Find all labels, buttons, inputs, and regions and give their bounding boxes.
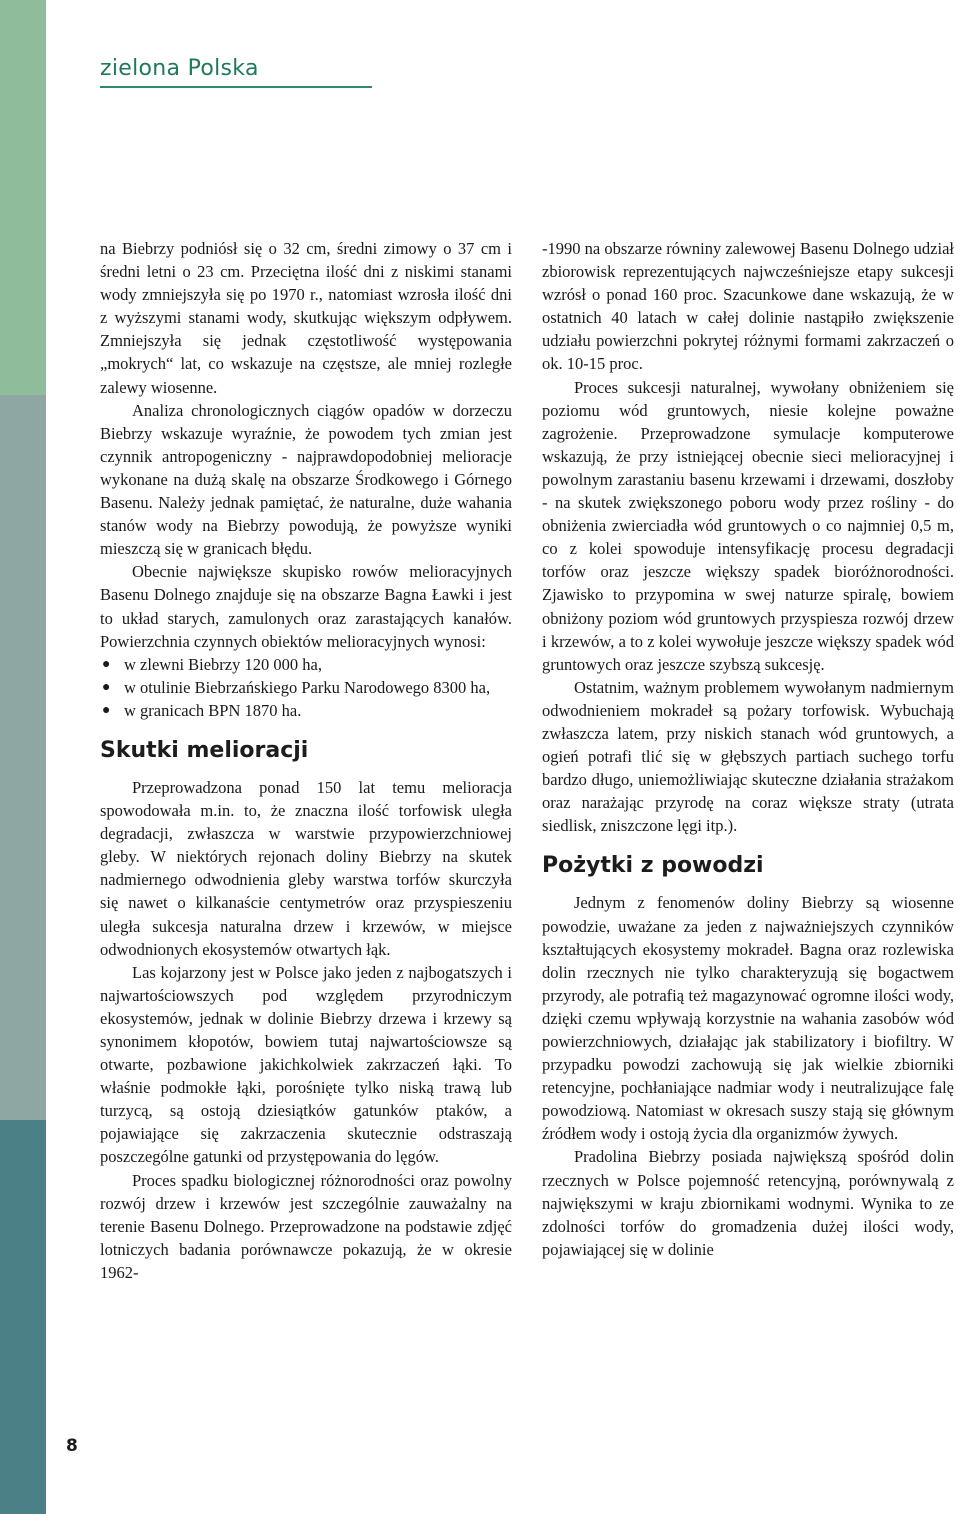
paragraph: Jednym z fenomenów doliny Biebrzy są wiosenne powodzie, uważane za jeden z najważniejszych czynników kształtujących ekosystemy mokradeł. Bagna oraz rozlewiska dolin rzecznych nie tylko charakteryzują się bogactwem przyrody, ale potrafią też magazynować ogromne ilości wody, dzięki czemu wpływają korzystnie na wahania zasobów wód powierzchniowych, działając jak stabilizatory i biofiltry. W przypadku powodzi zachowują się jak wielkie zbiorniki retencyjne, pochłaniające nadmiar wody i neutralizujące falę powodziową. Natomiast w okresach suszy stają się głównym źródłem wody i ostoją życia dla organizmów żywych. bbox=[542, 893, 954, 1144]
paragraph: na Biebrzy podniósł się o 32 cm, średni zimowy o 37 cm i średni letni o 23 cm. Przeciętna ilość dni z niskimi stanami wody zmniejszyła się po 1970 r., natomiast wzrosła ilość dni z wyższymi stanami wody, skutkując większym odpływem. Zmniejszyła się jednak częstotliwość występowania „mokrych“ lat, co wskazuje na częstsze, ale mniej rozległe zalewy wiosenne. bbox=[100, 239, 512, 397]
list-item bbox=[100, 676, 512, 699]
paragraph: Pradolina Biebrzy posiada największą spośród dolin rzecznych w Polsce pojemność retencyjną, porównywalą z największymi w kraju zbiornikami wodnymi. Wynika to ze zdolności torfów do gromadzenia dużej ilości wody, pojawiającej się w dolinie bbox=[542, 1147, 954, 1259]
list-item-text: w granicach BPN 1870 ha. bbox=[124, 700, 302, 720]
header-rule bbox=[100, 86, 372, 88]
side-band-top bbox=[0, 0, 46, 395]
paragraph: Przeprowadzona ponad 150 lat temu melioracja spowodowała m.in. to, że znaczna ilość torfowisk uległa degradacji, zwłaszcza w warstwie przypowierzchniowej gleby. W niektórych rejonach doliny Biebrzy na skutek nadmiernego odwodnienia gleby warstwa torfów skurczyła się nawet o kilkanaście centymetrów oraz przyspieszeniu uległa sukcesja naturalna drzew i krzewów, w miejsce odwodnionych ekosystemów otwartych łąk. bbox=[100, 777, 512, 959]
bullet-icon: ● bbox=[102, 656, 111, 672]
paragraph: -1990 na obszarze równiny zalewowej Basenu Dolnego udział zbiorowisk reprezentujących najwcześniejsze etapy sukcesji wzrósł o ponad 160 proc. Szacunkowe dane wskazują, że w ostatnich 40 latach w całej dolinie nastąpiło zwiększenie udziału powierzchni pokrytej różnymi formami zakrzaczeń o ok. 10-15 proc. bbox=[542, 239, 954, 374]
list-item bbox=[100, 699, 512, 722]
section-heading: Skutki melioracji bbox=[100, 737, 309, 763]
paragraph: Proces spadku biologicznej różnorodności oraz powolny rozwój drzew i krzewów jest szczególnie zauważalny na terenie Basenu Dolnego. Przeprowadzone na podstawie zdjęć lotniczych badania porównawcze pokazują, że w okresie 1962- bbox=[100, 1170, 512, 1282]
paragraph: Proces sukcesji naturalnej, wywołany obniżeniem się poziomu wód gruntowych, niesie kolejne poważne zagrożenie. Przeprowadzone symulacje komputerowe wskazują, że przy istniejącej obecnie sieci melioracyjnej i powolnym zarastaniu basenu krzewami i drzewami, doszłoby - na skutek zwiększonego poboru wody przez rośliny - do obniżenia zwierciadła wód gruntowych o co najmniej 0,5 m, co z kolei spowoduje intensyfikację procesu degradacji torfów oraz jeszcze większy spadek bioróżnorodności. Zjawisko to przypomina w swej naturze spiralę, bowiem obniżony poziom wód gruntowych przyspiesza rozwój drzew i krzewów, a to z kolei wywołuje jeszcze większy spadek wód gruntowych oraz jeszcze szybszą sukcesję. bbox=[542, 377, 954, 674]
bullet-icon: ● bbox=[102, 679, 111, 695]
list-item bbox=[100, 653, 512, 676]
side-band-middle bbox=[0, 395, 46, 1120]
bullet-list bbox=[100, 653, 512, 722]
bullet-icon: ● bbox=[102, 702, 111, 718]
side-band-bottom bbox=[0, 1120, 46, 1514]
section-heading: Pożytki z powodzi bbox=[542, 853, 764, 879]
page-number: 8 bbox=[66, 1436, 78, 1456]
paragraph: Obecnie największe skupisko rowów melioracyjnych Basenu Dolnego znajduje się na obszarze Bagna Ławki i jest to układ starych, zamulonych oraz zarastających kanałów. Powierzchnia czynnych obiektów melioracyjnych wynosi: bbox=[100, 562, 512, 651]
right-column bbox=[542, 237, 954, 1261]
list-item-text: w zlewni Biebrzy 120 000 ha, bbox=[124, 654, 322, 674]
paragraph: Las kojarzony jest w Polsce jako jeden z najbogatszych i najwartościowszych pod względem przyrodniczym ekosystemów, jednak w dolinie Biebrzy drzewa i krzewy są synonimem kłopotów, bowiem tutaj najwartościowsze są otwarte, pozbawione jakichkolwiek zakrzaczeń łąki. To właśnie podmokłe łąki, porośnięte tylko niską trawą lub turzycą, są ostoją dziesiątków gatunków ptaków, a pojawiające się zakrzaczenia skutecznie odstraszają poszczególne gatunki od przystępowania do lęgów. bbox=[100, 962, 512, 1167]
list-item-text: w otulinie Biebrzańskiego Parku Narodowego 8300 ha, bbox=[124, 677, 491, 697]
paragraph: Analiza chronologicznych ciągów opadów w dorzeczu Biebrzy wskazuje wyraźnie, że powodem tych zmian jest czynnik antropogeniczny - najprawdopodobniej melioracje wykonane na dużą skalę na obszarze Środkowego i Górnego Basenu. Należy jednak pamiętać, że naturalne, duże wahania stanów wody na Biebrzy powodują, że powyższe wyniki mieszczą się w granicach błędu. bbox=[100, 400, 512, 559]
paragraph: Ostatnim, ważnym problemem wywołanym nadmiernym odwodnieniem mokradeł są pożary torfowisk. Wybuchają zwłaszcza latem, przy niskich stanach wód gruntowych, a ogień potrafi tlić się w głębszych partiach suchego torfu bardzo długo, uniemożliwiając skuteczne działania strażakom oraz narażając przyrodę na coraz większe straty (utrata siedlisk, zniszczone lęgi itp.). bbox=[542, 677, 954, 836]
left-column bbox=[100, 237, 512, 1284]
section-title: zielona Polska bbox=[100, 56, 259, 81]
